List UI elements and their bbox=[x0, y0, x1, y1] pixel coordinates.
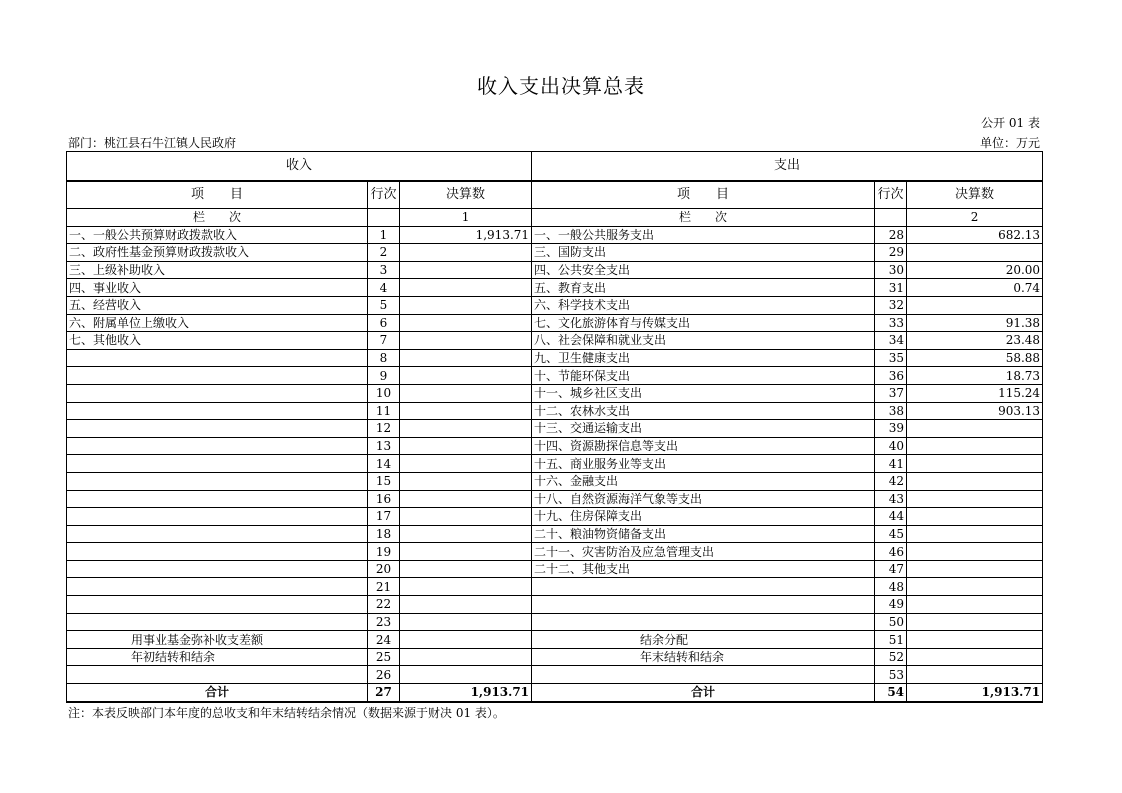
income-line-cell: 2 bbox=[368, 244, 400, 262]
income-amount-header: 决算数 bbox=[400, 181, 532, 209]
expense-line-cell: 32 bbox=[875, 296, 907, 314]
expense-amount-cell bbox=[907, 543, 1043, 561]
income-amount-cell bbox=[400, 384, 532, 402]
expense-line-cell: 31 bbox=[875, 279, 907, 297]
income-item-cell bbox=[67, 455, 368, 473]
table-row bbox=[67, 261, 1043, 279]
income-item-cell: 三、上级补助收入 bbox=[67, 261, 368, 279]
expense-amount-cell: 18.73 bbox=[907, 367, 1043, 385]
expense-line-cell: 28 bbox=[875, 226, 907, 244]
table-row bbox=[67, 666, 1043, 684]
income-column-label: 栏 次 bbox=[67, 209, 368, 227]
expense-line-cell: 36 bbox=[875, 367, 907, 385]
expense-item-cell: 二十一、灾害防治及应急管理支出 bbox=[532, 543, 875, 561]
expense-item-cell bbox=[532, 578, 875, 596]
expense-amount-cell bbox=[907, 472, 1043, 490]
income-line-cell: 20 bbox=[368, 560, 400, 578]
income-amount-cell bbox=[400, 508, 532, 526]
income-item-cell bbox=[67, 472, 368, 490]
expense-amount-cell bbox=[907, 296, 1043, 314]
table-row bbox=[67, 402, 1043, 420]
income-amount-cell bbox=[400, 472, 532, 490]
income-line-cell: 14 bbox=[368, 455, 400, 473]
footnote: 注：本表反映部门本年度的总收支和年末结转结余情况（数据来源于财决 01 表）。 bbox=[68, 706, 505, 720]
expense-item-header: 项 目 bbox=[532, 181, 875, 209]
form-number: 公开 01 表 bbox=[981, 116, 1040, 130]
expense-item-cell: 十、节能环保支出 bbox=[532, 367, 875, 385]
expense-item-cell: 四、公共安全支出 bbox=[532, 261, 875, 279]
table-row bbox=[67, 314, 1043, 332]
expense-item-cell: 二十、粮油物资储备支出 bbox=[532, 525, 875, 543]
income-line-cell: 11 bbox=[368, 402, 400, 420]
table-row bbox=[67, 472, 1043, 490]
income-column-number: 1 bbox=[400, 209, 532, 227]
expense-amount-cell bbox=[907, 525, 1043, 543]
expense-column-number: 2 bbox=[907, 209, 1043, 227]
income-item-cell: 五、经营收入 bbox=[67, 296, 368, 314]
income-line-cell: 23 bbox=[368, 613, 400, 631]
expense-amount-cell bbox=[907, 560, 1043, 578]
income-line-cell: 12 bbox=[368, 420, 400, 438]
income-amount-cell bbox=[400, 367, 532, 385]
expense-item-cell: 五、教育支出 bbox=[532, 279, 875, 297]
expense-item-cell: 十六、金融支出 bbox=[532, 472, 875, 490]
income-item-cell: 一、一般公共预算财政拨款收入 bbox=[67, 226, 368, 244]
expense-line-cell: 48 bbox=[875, 578, 907, 596]
table-row bbox=[67, 525, 1043, 543]
income-item-cell bbox=[67, 560, 368, 578]
expense-item-cell: 十三、交通运输支出 bbox=[532, 420, 875, 438]
table-row bbox=[67, 508, 1043, 526]
table-row bbox=[67, 279, 1043, 297]
unit-label: 单位：万元 bbox=[979, 136, 1040, 150]
income-amount-cell bbox=[400, 420, 532, 438]
table-row bbox=[67, 648, 1043, 666]
expense-amount-cell: 23.48 bbox=[907, 332, 1043, 350]
income-item-header: 项 目 bbox=[67, 181, 368, 209]
expense-item-cell: 十四、资源勘探信息等支出 bbox=[532, 437, 875, 455]
income-amount-cell bbox=[400, 437, 532, 455]
income-section-header: 收入 bbox=[67, 152, 532, 182]
income-line-cell: 17 bbox=[368, 508, 400, 526]
expense-section-header: 支出 bbox=[532, 152, 1043, 182]
expense-line-cell: 41 bbox=[875, 455, 907, 473]
income-line-cell: 18 bbox=[368, 525, 400, 543]
expense-amount-cell bbox=[907, 596, 1043, 614]
table-row bbox=[67, 596, 1043, 614]
table-row bbox=[67, 244, 1043, 262]
table-row bbox=[67, 296, 1043, 314]
expense-line-cell: 44 bbox=[875, 508, 907, 526]
expense-amount-header: 决算数 bbox=[907, 181, 1043, 209]
expense-amount-cell: 903.13 bbox=[907, 402, 1043, 420]
income-amount-cell bbox=[400, 455, 532, 473]
income-amount-cell bbox=[400, 613, 532, 631]
expense-item-cell: 十八、自然资源海洋气象等支出 bbox=[532, 490, 875, 508]
income-amount-cell bbox=[400, 332, 532, 350]
income-item-cell bbox=[67, 402, 368, 420]
income-amount-cell bbox=[400, 244, 532, 262]
income-line-cell: 1 bbox=[368, 226, 400, 244]
income-line-cell: 15 bbox=[368, 472, 400, 490]
expense-amount-cell bbox=[907, 578, 1043, 596]
income-total-line: 27 bbox=[368, 684, 400, 702]
expense-amount-cell bbox=[907, 437, 1043, 455]
table-row bbox=[67, 384, 1043, 402]
income-amount-cell bbox=[400, 648, 532, 666]
table-row bbox=[67, 367, 1043, 385]
income-amount-cell bbox=[400, 349, 532, 367]
expense-item-cell: 一、一般公共服务支出 bbox=[532, 226, 875, 244]
column-header-row bbox=[67, 181, 1043, 209]
expense-item-cell bbox=[532, 613, 875, 631]
income-item-cell bbox=[67, 420, 368, 438]
income-amount-cell bbox=[400, 560, 532, 578]
table-row bbox=[67, 420, 1043, 438]
income-item-cell bbox=[67, 437, 368, 455]
expense-line-cell: 46 bbox=[875, 543, 907, 561]
income-item-cell: 用事业基金弥补收支差额 bbox=[67, 631, 368, 649]
income-line-cell: 6 bbox=[368, 314, 400, 332]
expense-amount-cell bbox=[907, 244, 1043, 262]
income-amount-cell bbox=[400, 543, 532, 561]
expense-amount-cell bbox=[907, 613, 1043, 631]
income-expense-table bbox=[66, 151, 1043, 703]
income-item-cell: 二、政府性基金预算财政拨款收入 bbox=[67, 244, 368, 262]
section-header-row bbox=[67, 152, 1043, 182]
expense-item-cell: 十九、住房保障支出 bbox=[532, 508, 875, 526]
income-item-cell bbox=[67, 613, 368, 631]
expense-item-cell: 八、社会保障和就业支出 bbox=[532, 332, 875, 350]
table-row bbox=[67, 437, 1043, 455]
table-row bbox=[67, 226, 1043, 244]
expense-line-cell: 35 bbox=[875, 349, 907, 367]
expense-amount-cell: 115.24 bbox=[907, 384, 1043, 402]
income-amount-cell: 1,913.71 bbox=[400, 226, 532, 244]
expense-line-cell: 42 bbox=[875, 472, 907, 490]
income-item-cell bbox=[67, 578, 368, 596]
income-line-cell: 8 bbox=[368, 349, 400, 367]
income-item-cell: 六、附属单位上缴收入 bbox=[67, 314, 368, 332]
expense-amount-cell: 682.13 bbox=[907, 226, 1043, 244]
expense-amount-cell: 0.74 bbox=[907, 279, 1043, 297]
income-item-cell bbox=[67, 508, 368, 526]
expense-item-cell: 结余分配 bbox=[532, 631, 875, 649]
expense-line-cell: 53 bbox=[875, 666, 907, 684]
table-row bbox=[67, 613, 1043, 631]
expense-item-cell: 十一、城乡社区支出 bbox=[532, 384, 875, 402]
expense-line-empty bbox=[875, 209, 907, 227]
table-row bbox=[67, 490, 1043, 508]
income-line-cell: 22 bbox=[368, 596, 400, 614]
expense-line-cell: 47 bbox=[875, 560, 907, 578]
expense-line-cell: 52 bbox=[875, 648, 907, 666]
table-row bbox=[67, 631, 1043, 649]
income-item-cell: 七、其他收入 bbox=[67, 332, 368, 350]
income-line-cell: 4 bbox=[368, 279, 400, 297]
income-amount-cell bbox=[400, 261, 532, 279]
table-row bbox=[67, 455, 1043, 473]
income-amount-cell bbox=[400, 314, 532, 332]
expense-line-cell: 49 bbox=[875, 596, 907, 614]
expense-item-cell: 年末结转和结余 bbox=[532, 648, 875, 666]
income-line-empty bbox=[368, 209, 400, 227]
expense-column-label: 栏 次 bbox=[532, 209, 875, 227]
income-line-cell: 26 bbox=[368, 666, 400, 684]
expense-line-cell: 39 bbox=[875, 420, 907, 438]
table-row bbox=[67, 332, 1043, 350]
expense-amount-cell bbox=[907, 508, 1043, 526]
income-amount-cell bbox=[400, 666, 532, 684]
expense-total-amount: 1,913.71 bbox=[907, 684, 1043, 702]
table-row bbox=[67, 543, 1043, 561]
income-line-cell: 10 bbox=[368, 384, 400, 402]
expense-total-line: 54 bbox=[875, 684, 907, 702]
expense-item-cell: 三、国防支出 bbox=[532, 244, 875, 262]
expense-item-cell bbox=[532, 666, 875, 684]
income-item-cell bbox=[67, 349, 368, 367]
expense-amount-cell bbox=[907, 666, 1043, 684]
expense-line-cell: 34 bbox=[875, 332, 907, 350]
income-total-amount: 1,913.71 bbox=[400, 684, 532, 702]
table-row bbox=[67, 578, 1043, 596]
expense-line-cell: 45 bbox=[875, 525, 907, 543]
income-line-cell: 13 bbox=[368, 437, 400, 455]
income-amount-cell bbox=[400, 631, 532, 649]
income-line-cell: 7 bbox=[368, 332, 400, 350]
expense-amount-cell: 20.00 bbox=[907, 261, 1043, 279]
expense-amount-cell bbox=[907, 490, 1043, 508]
expense-item-cell: 十二、农林水支出 bbox=[532, 402, 875, 420]
expense-amount-cell bbox=[907, 648, 1043, 666]
expense-line-cell: 50 bbox=[875, 613, 907, 631]
expense-line-cell: 38 bbox=[875, 402, 907, 420]
income-item-cell bbox=[67, 490, 368, 508]
income-line-cell: 5 bbox=[368, 296, 400, 314]
income-amount-cell bbox=[400, 525, 532, 543]
table-row bbox=[67, 560, 1043, 578]
income-amount-cell bbox=[400, 279, 532, 297]
expense-line-cell: 33 bbox=[875, 314, 907, 332]
income-amount-cell bbox=[400, 296, 532, 314]
income-line-header: 行次 bbox=[368, 181, 400, 209]
expense-amount-cell bbox=[907, 631, 1043, 649]
income-amount-cell bbox=[400, 578, 532, 596]
income-amount-cell bbox=[400, 402, 532, 420]
expense-amount-cell: 91.38 bbox=[907, 314, 1043, 332]
expense-item-cell: 七、文化旅游体育与传媒支出 bbox=[532, 314, 875, 332]
expense-item-cell: 九、卫生健康支出 bbox=[532, 349, 875, 367]
income-item-cell: 四、事业收入 bbox=[67, 279, 368, 297]
table-row bbox=[67, 349, 1043, 367]
income-line-cell: 16 bbox=[368, 490, 400, 508]
income-line-cell: 25 bbox=[368, 648, 400, 666]
expense-line-cell: 37 bbox=[875, 384, 907, 402]
expense-line-header: 行次 bbox=[875, 181, 907, 209]
expense-amount-cell bbox=[907, 420, 1043, 438]
expense-line-cell: 30 bbox=[875, 261, 907, 279]
expense-amount-cell: 58.88 bbox=[907, 349, 1043, 367]
expense-line-cell: 51 bbox=[875, 631, 907, 649]
income-line-cell: 3 bbox=[368, 261, 400, 279]
expense-item-cell: 十五、商业服务业等支出 bbox=[532, 455, 875, 473]
income-item-cell bbox=[67, 666, 368, 684]
income-line-cell: 19 bbox=[368, 543, 400, 561]
expense-amount-cell bbox=[907, 455, 1043, 473]
income-total-label: 合计 bbox=[67, 684, 368, 702]
page-title: 收入支出决算总表 bbox=[477, 74, 645, 98]
income-item-cell bbox=[67, 596, 368, 614]
expense-line-cell: 43 bbox=[875, 490, 907, 508]
expense-item-cell: 二十二、其他支出 bbox=[532, 560, 875, 578]
income-item-cell: 年初结转和结余 bbox=[67, 648, 368, 666]
department-label: 部门：桃江县石牛江镇人民政府 bbox=[68, 136, 237, 150]
income-line-cell: 21 bbox=[368, 578, 400, 596]
income-item-cell bbox=[67, 384, 368, 402]
income-line-cell: 9 bbox=[368, 367, 400, 385]
expense-item-cell bbox=[532, 596, 875, 614]
income-amount-cell bbox=[400, 490, 532, 508]
column-number-row bbox=[67, 209, 1043, 227]
income-item-cell bbox=[67, 367, 368, 385]
income-item-cell bbox=[67, 543, 368, 561]
income-item-cell bbox=[67, 525, 368, 543]
total-row bbox=[67, 684, 1043, 702]
income-line-cell: 24 bbox=[368, 631, 400, 649]
income-amount-cell bbox=[400, 596, 532, 614]
expense-line-cell: 29 bbox=[875, 244, 907, 262]
expense-total-label: 合计 bbox=[532, 684, 875, 702]
expense-line-cell: 40 bbox=[875, 437, 907, 455]
expense-item-cell: 六、科学技术支出 bbox=[532, 296, 875, 314]
